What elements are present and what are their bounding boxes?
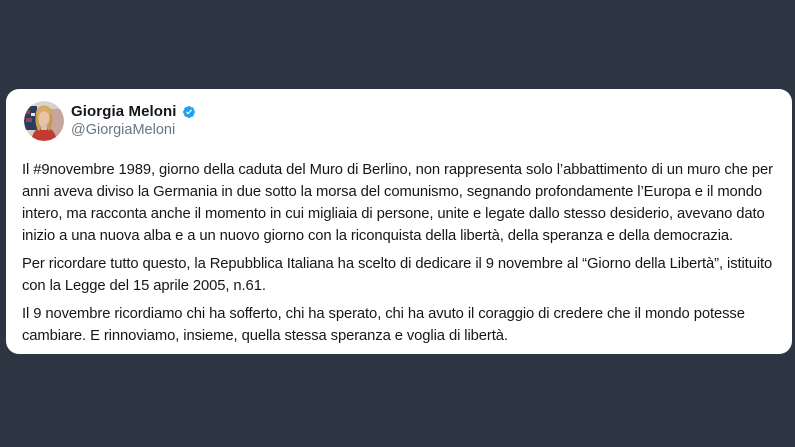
tweet-text [22, 159, 776, 347]
avatar-photo-graphic [24, 101, 64, 141]
tweet-paragraph-3: Il 9 novembre ricordiamo chi ha sofferto, chi ha sperato, chi ha avuto il coraggio di credere che il mondo potesse cambiare. E rinnoviamo, insieme, quella stessa speranza e voglia di libertà. [22, 306, 745, 344]
tweet-card [6, 89, 792, 354]
tweet-header [22, 101, 776, 143]
author-handle[interactable]: @GiorgiaMeloni [71, 122, 176, 138]
verified-badge-icon [182, 105, 196, 119]
author-name[interactable]: Giorgia Meloni [71, 103, 177, 120]
tweet-paragraph-2: Per ricordare tutto questo, la Repubblica Italiana ha scelto di dedicare il 9 novembre al “Giorno della Libertà”, istituito con la Legge del 15 aprile 2005, n.61. [22, 256, 773, 294]
author-block [71, 101, 196, 138]
avatar[interactable] [24, 101, 64, 141]
tweet-paragraph-1: Il #9novembre 1989, giorno della caduta del Muro di Berlino, non rappresenta solo l’abbattimento di un muro che per anni aveva diviso la Germania in due sotto la morsa del comunismo, segnando profondamente l’Europa e il mondo intero, ma racconta anche il momento in cui migliaia di persone, unite e legate dallo stesso desiderio, avevano dato inizio a una nuova alba e a un nuovo giorno con la riconquista della libertà, della speranza e della democrazia. [22, 162, 774, 244]
